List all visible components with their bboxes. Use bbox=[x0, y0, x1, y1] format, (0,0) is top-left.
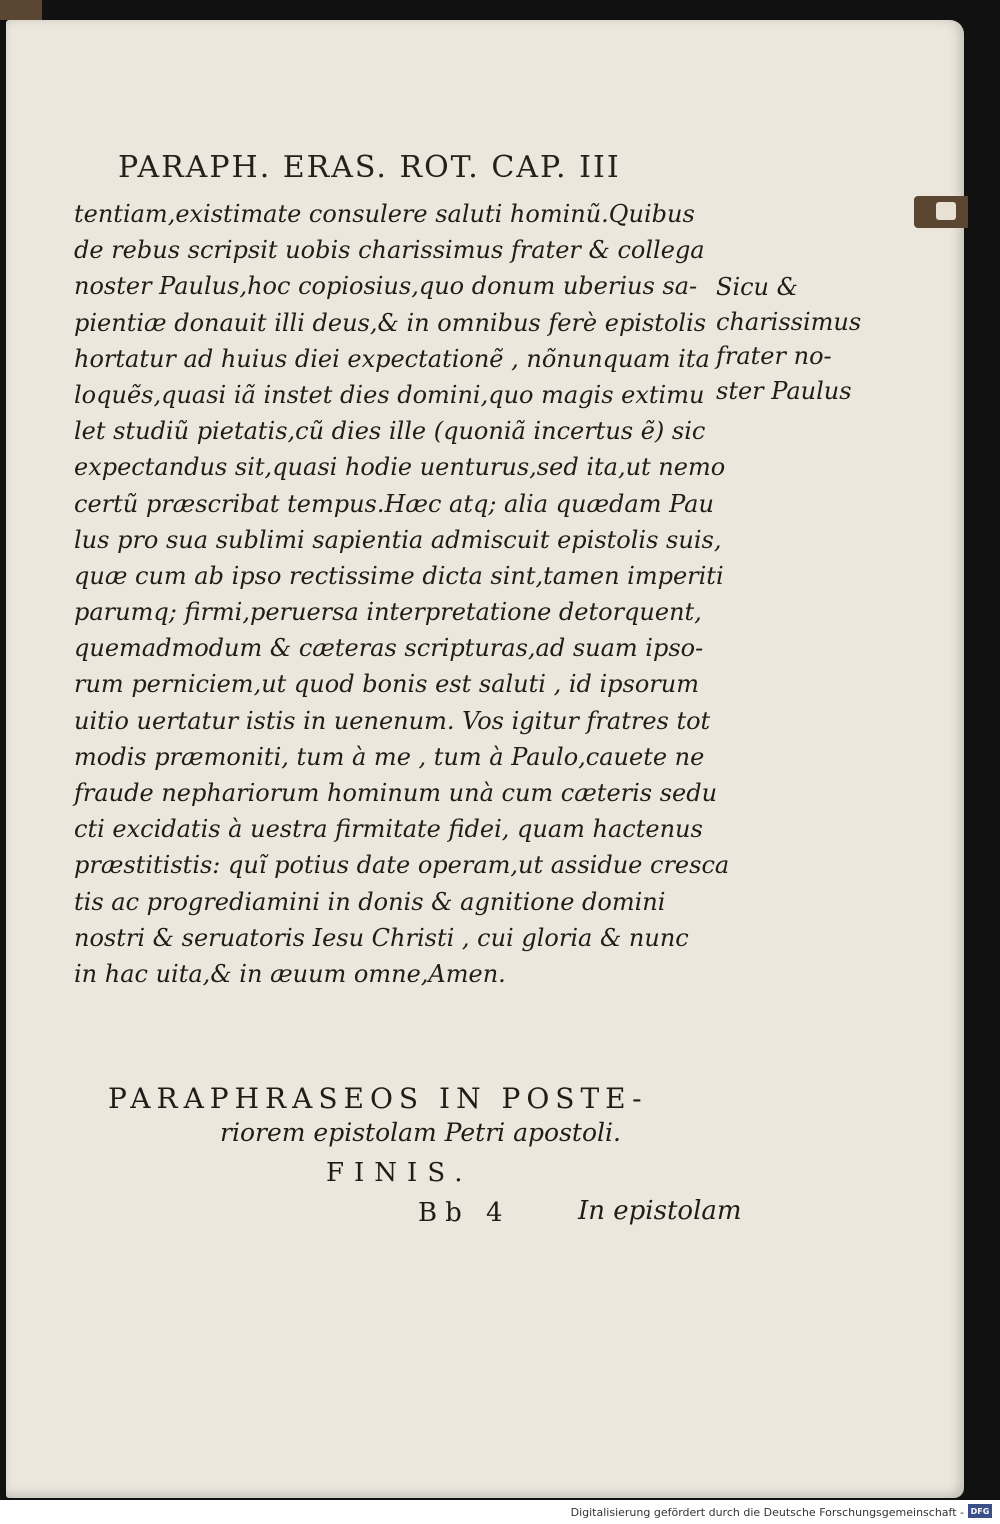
text-line: hortatur ad huius diei expectationẽ , nõnunquam ita bbox=[74, 344, 710, 373]
colophon-finis: FINIS. bbox=[326, 1158, 473, 1188]
text-line: let studiũ pietatis,cũ dies ille (quoniã incertus ẽ) sic bbox=[74, 417, 706, 446]
text-line: lus pro sua sublimi sapientia admiscuit epistolis suis, bbox=[74, 525, 722, 554]
text-line: certũ præscribat tempus.Hæc atq; alia quædam Pau bbox=[74, 489, 714, 518]
text-line: fraude nephariorum hominum unà cum cæteris sedu bbox=[74, 779, 718, 807]
catchword: In epistolam bbox=[578, 1196, 742, 1226]
text-line: cti excidatis à uestra firmitate fidei, quam hactenus bbox=[74, 815, 703, 844]
binding-corner bbox=[0, 0, 42, 20]
text-line: rum perniciem,ut quod bonis est saluti , id ipsorum bbox=[74, 670, 699, 699]
text-line: præstitistis: quĩ potius date operam,ut assidue cresca bbox=[74, 851, 730, 880]
text-line: noster Paulus,hoc copiosius,quo donum uberius sa- bbox=[74, 272, 698, 301]
text-line: quæ cum ab ipso rectissime dicta sint,tamen imperiti bbox=[74, 561, 724, 590]
page-edge-tab bbox=[914, 196, 968, 228]
marginal-note-line: Sicu & bbox=[716, 273, 799, 301]
body-text bbox=[74, 196, 730, 992]
colophon-title: PARAPHRASEOS IN POSTE- bbox=[108, 1082, 648, 1115]
text-line: tis ac progrediamini in donis & agnitione domini bbox=[74, 887, 666, 916]
text-line: in hac uita,& in æuum omne,Amen. bbox=[74, 959, 506, 988]
text-line: parumq; firmi,peruersa interpretatione detorquent, bbox=[74, 598, 702, 627]
signature-mark: Bb 4 bbox=[418, 1198, 511, 1228]
marginal-note-line: ster Paulus bbox=[716, 376, 852, 405]
text-line: pientiæ donauit illi deus,& in omnibus ferè epistolis bbox=[74, 308, 707, 337]
colophon-subtitle: riorem epistolam Petri apostoli. bbox=[220, 1118, 621, 1147]
footer-credit: Digitalisierung gefördert durch die Deutsche Forschungsgemeinschaft - bbox=[570, 1506, 964, 1519]
text-line: uitio uertatur istis in uenenum. Vos igitur fratres tot bbox=[74, 706, 711, 735]
marginal-note-line: frater no- bbox=[716, 342, 832, 370]
dfg-logo-icon: DFG bbox=[968, 1504, 992, 1518]
marginal-note bbox=[716, 270, 866, 408]
text-line: nostri & seruatoris Iesu Christi , cui gloria & nunc bbox=[74, 923, 689, 952]
text-line: quemadmodum & cæteras scripturas,ad suam ipso- bbox=[74, 634, 704, 663]
marginal-note-line: charissimus bbox=[716, 307, 862, 336]
text-line: modis præmoniti, tum à me , tum à Paulo,cauete ne bbox=[74, 742, 705, 771]
text-line: expectandus sit,quasi hodie uenturus,sed ita,ut nemo bbox=[74, 453, 726, 482]
text-line: de rebus scripsit uobis charissimus frater & collega bbox=[74, 236, 705, 265]
running-head: PARAPH. ERAS. ROT. CAP. III bbox=[118, 150, 621, 185]
text-line: tentiam,existimate consulere saluti hominũ.Quibus bbox=[74, 200, 695, 228]
text-line: loquẽs,quasi iã instet dies domini,quo magis extimu bbox=[74, 380, 705, 409]
